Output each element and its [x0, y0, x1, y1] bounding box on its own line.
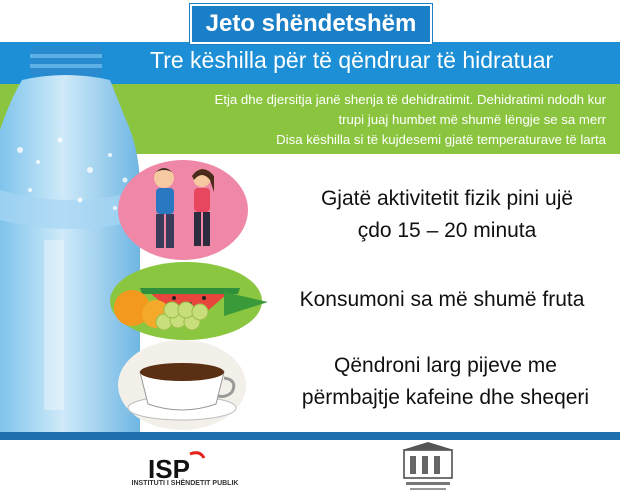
- tip-line: çdo 15 – 20 minuta: [357, 219, 537, 242]
- joggers-icon: [128, 162, 238, 258]
- intro-text: [136, 90, 606, 150]
- tip-line: Konsumoni sa më shumë fruta: [299, 288, 585, 311]
- coffee-cup-icon: [126, 352, 240, 422]
- intro-line: Disa këshilla si të kujdesemi gjatë temperaturave të larta: [276, 132, 606, 147]
- isp-logo-text: INSTITUTI I SHËNDETIT PUBLIK: [131, 480, 239, 487]
- footer-logos-area: [0, 440, 620, 496]
- fruit-icon: [104, 262, 268, 336]
- tip-line: Qëndroni larg pijeve me: [334, 354, 557, 377]
- svg-text:ISP: ISP: [148, 454, 190, 484]
- ministry-logo: [396, 440, 460, 494]
- tip-line: Gjatë aktivitetit fizik pini ujë: [320, 187, 574, 210]
- campaign-title: Jeto shëndetshëm: [205, 10, 417, 37]
- campaign-badge: [190, 4, 432, 44]
- tip-eat-fruit: [272, 284, 612, 316]
- page-subtitle: Tre këshilla për të qëndruar të hidratuar: [150, 47, 554, 73]
- tip-avoid-caffeine-sugar: [278, 350, 613, 414]
- intro-line: trupi juaj humbet më shumë lëngje se sa merr: [338, 112, 606, 127]
- tip-hydration-exercise: [282, 183, 612, 247]
- intro-line: Etja dhe djersitja janë shenja të dehidratimit. Dehidratimi ndodh kur: [214, 92, 606, 107]
- tip-line: përmbajtje kafeine dhe sheqeri: [301, 386, 590, 409]
